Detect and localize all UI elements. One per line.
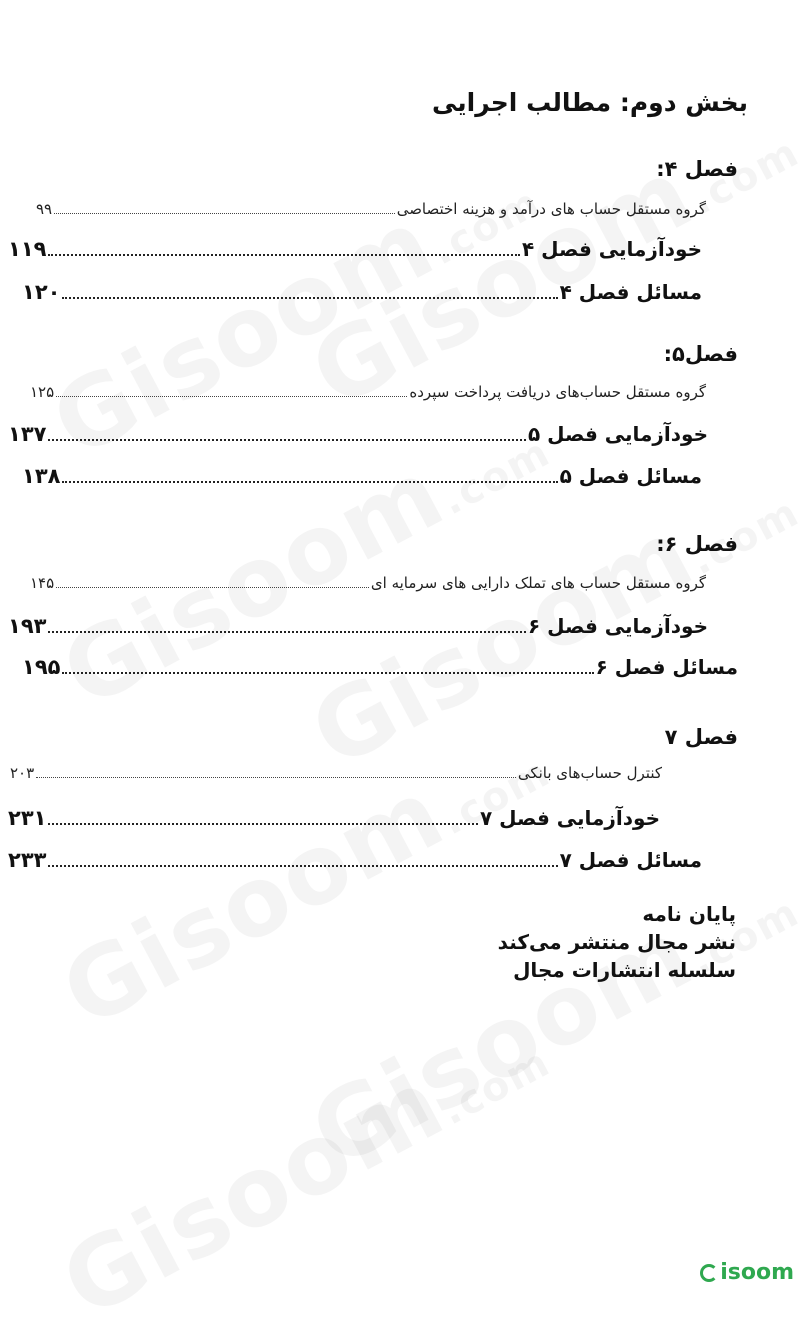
toc-entry-label: مسائل فصل ۷ [559,848,702,872]
toc-entry-label: خودآزمایی فصل ۷ [479,806,660,830]
toc-page-number: ۱۲۵ [30,383,55,401]
toc-entry-label: مسائل فصل ۵ [559,464,702,488]
toc-page-number: ۲۰۳ [10,764,35,782]
toc-entry-label: گروه مستقل حساب‌های دریافت پرداخت سپرده [409,383,706,401]
closing-line: نشر مجال منتشر می‌کند [497,930,736,954]
dot-leader [48,822,478,825]
toc-entry[interactable] [8,614,708,638]
toc-entry-label: خودآزمایی فصل ۴ [521,237,702,261]
toc-entry-label: مسائل فصل ۴ [559,280,702,304]
toc-entry[interactable] [8,848,702,872]
toc-page-number: ۲۳۱ [8,806,47,830]
dot-leader [62,480,557,483]
watermark [45,702,565,1049]
brand-logo [700,1260,794,1285]
toc-entry-label: گروه مستقل حساب های درآمد و هزینه اختصاصی [396,200,706,218]
watermark [294,842,808,1189]
toc-entry[interactable] [22,655,738,679]
closing-line: پایان نامه [642,902,736,926]
dot-leader [62,296,557,299]
toc-entry[interactable] [36,200,706,219]
watermark [45,992,565,1339]
toc-page-number: ۱۴۵ [30,574,55,592]
dot-leader [48,630,526,633]
toc-page-number: ۲۳۳ [8,848,47,872]
toc-entry[interactable] [30,383,706,402]
brand-name: isoom [720,1260,794,1285]
chapter-heading: فصل ۴: [656,157,738,181]
toc-page-number: ۱۱۹ [8,237,47,261]
toc-entry-label: خودآزمایی فصل ۶ [527,614,708,638]
toc-entry[interactable] [8,237,702,261]
dot-leader [48,864,557,867]
dot-leader [62,671,593,674]
toc-entry[interactable] [8,422,708,446]
dot-leader [36,776,516,778]
section-title: بخش دوم: مطالب اجرایی [431,88,748,117]
toc-page-number: ۱۹۳ [8,614,47,638]
closing-block [498,900,736,984]
toc-entry[interactable] [10,764,662,783]
toc-entry[interactable] [8,806,660,830]
dot-leader [48,253,520,256]
chapter-heading: فصل ۶: [656,532,738,556]
dot-leader [48,438,526,441]
toc-page-number: ۹۹ [36,200,53,218]
toc-entry[interactable] [30,574,706,593]
dot-leader [56,395,407,397]
toc-page-number: ۱۳۷ [8,422,47,446]
chapter-heading: فصل۵: [663,342,738,366]
toc-entry-label: کنترل حساب‌های بانکی [517,764,662,782]
dot-leader [56,586,369,588]
toc-page-number: ۱۹۵ [22,655,61,679]
toc-page-number: ۱۲۰ [22,280,61,304]
g-logo-icon [700,1264,718,1282]
toc-entry-label: گروه مستقل حساب های تملک دارایی های سرمایه ای [370,574,706,592]
toc-entry-label: مسائل فصل ۶ [595,655,738,679]
dot-leader [54,212,395,214]
toc-entry[interactable] [22,280,702,304]
toc-page-number: ۱۳۸ [22,464,61,488]
closing-line: سلسله انتشارات مجال [513,958,736,982]
toc-entry[interactable] [22,464,702,488]
toc-entry-label: خودآزمایی فصل ۵ [527,422,708,446]
chapter-heading: فصل ۷ [664,725,738,749]
